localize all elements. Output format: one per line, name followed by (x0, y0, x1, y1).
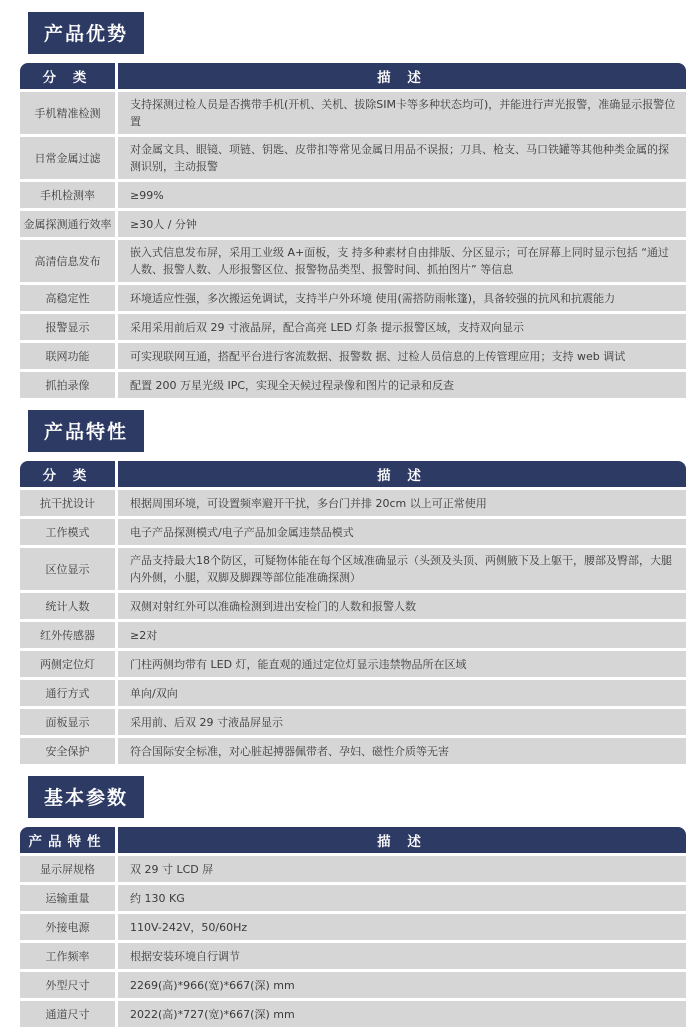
category-cell: 手机检测率 (20, 182, 115, 208)
table-header-row (20, 461, 686, 487)
column-header-category: 分 类 (20, 63, 115, 89)
category-cell: 手机精准检测 (20, 92, 115, 134)
description-cell: 对金属文具、眼镜、项链、钥匙、皮带扣等常见金属日用品不误报；刀具、枪支、马口铁罐等其他种类金属的探测识别，主动报警 (118, 137, 686, 179)
category-cell: 高稳定性 (20, 285, 115, 311)
table-row (20, 943, 686, 969)
section-basic-parameters (0, 776, 700, 1027)
table-row (20, 240, 686, 282)
category-cell: 安全保护 (20, 738, 115, 764)
section-title: 产品特性 (28, 410, 144, 452)
description-cell: 2022(高)*727(宽)*667(深) mm (118, 1001, 686, 1027)
table-row (20, 738, 686, 764)
category-cell: 区位显示 (20, 548, 115, 590)
column-header-description: 描 述 (118, 63, 686, 89)
table-body (20, 490, 686, 764)
category-cell: 通道尺寸 (20, 1001, 115, 1027)
table-row (20, 709, 686, 735)
table-row (20, 972, 686, 998)
description-cell: ≥30人 / 分钟 (118, 211, 686, 237)
description-cell: 双侧对射红外可以准确检测到进出安检门的人数和报警人数 (118, 593, 686, 619)
description-cell: 支持探测过检人员是否携带手机(开机、关机、拔除SIM卡等多种状态均可)，并能进行声光报警，准确显示报警位置 (118, 92, 686, 134)
table-row (20, 285, 686, 311)
table-row (20, 519, 686, 545)
column-header-description: 描 述 (118, 827, 686, 853)
table-row (20, 137, 686, 179)
spec-table (20, 827, 686, 1027)
table-row (20, 343, 686, 369)
description-cell: 电子产品探测模式/电子产品加金属违禁品模式 (118, 519, 686, 545)
category-cell: 两侧定位灯 (20, 651, 115, 677)
category-cell: 外接电源 (20, 914, 115, 940)
column-header-category: 产品特性 (20, 827, 115, 853)
table-row (20, 182, 686, 208)
category-cell: 工作频率 (20, 943, 115, 969)
description-cell: 110V-242V，50/60Hz (118, 914, 686, 940)
description-cell: 可实现联网互通，搭配平台进行客流数据、报警数 据、过检人员信息的上传管理应用；支持 web 调试 (118, 343, 686, 369)
description-cell: 产品支持最大18个防区，可疑物体能在每个区域准确显示（头颈及头顶、两侧腋下及上躯干，腰部及臀部，大腿内外侧，小腿，双脚及脚踝等部位能准确探测） (118, 548, 686, 590)
column-header-category: 分 类 (20, 461, 115, 487)
category-cell: 通行方式 (20, 680, 115, 706)
category-cell: 运输重量 (20, 885, 115, 911)
description-cell: 单向/双向 (118, 680, 686, 706)
description-cell: 约 130 KG (118, 885, 686, 911)
table-row (20, 1001, 686, 1027)
description-cell: 嵌入式信息发布屏，采用工业级 A+面板，支 持多种素材自由排版、分区显示；可在屏幕上同时显示包括 “通过人数、报警人数、人形报警区位、报警物品类型、报警时间、抓拍图片” 等信息 (118, 240, 686, 282)
table-header-row (20, 63, 686, 89)
description-cell: ≥99% (118, 182, 686, 208)
category-cell: 抓拍录像 (20, 372, 115, 398)
category-cell: 面板显示 (20, 709, 115, 735)
description-cell: 配置 200 万星光级 IPC，实现全天候过程录像和图片的记录和反查 (118, 372, 686, 398)
category-cell: 红外传感器 (20, 622, 115, 648)
category-cell: 工作模式 (20, 519, 115, 545)
description-cell: 根据安装环境自行调节 (118, 943, 686, 969)
table-body (20, 92, 686, 398)
description-cell: 采用前、后双 29 寸液晶屏显示 (118, 709, 686, 735)
table-row (20, 211, 686, 237)
spec-table (20, 63, 686, 398)
table-row (20, 593, 686, 619)
description-cell: 符合国际安全标准，对心脏起搏器佩带者、孕妇、磁性介质等无害 (118, 738, 686, 764)
table-row (20, 548, 686, 590)
table-row (20, 622, 686, 648)
section-product-advantages (0, 12, 700, 398)
section-product-features (0, 410, 700, 764)
table-row (20, 680, 686, 706)
description-cell: 根据周围环境，可设置频率避开干扰，多台门并排 20cm 以上可正常使用 (118, 490, 686, 516)
category-cell: 联网功能 (20, 343, 115, 369)
description-cell: 环境适应性强，多次搬运免调试，支持半户外环境 使用(需搭防雨帐篷)，具备较强的抗风和抗震能力 (118, 285, 686, 311)
spec-table (20, 461, 686, 764)
table-row (20, 651, 686, 677)
table-row (20, 490, 686, 516)
category-cell: 抗干扰设计 (20, 490, 115, 516)
category-cell: 报警显示 (20, 314, 115, 340)
table-row (20, 92, 686, 134)
table-row (20, 856, 686, 882)
category-cell: 日常金属过滤 (20, 137, 115, 179)
description-cell: 门柱两侧均带有 LED 灯，能直观的通过定位灯显示违禁物品所在区域 (118, 651, 686, 677)
column-header-description: 描 述 (118, 461, 686, 487)
section-title: 基本参数 (28, 776, 144, 818)
table-body (20, 856, 686, 1027)
category-cell: 显示屏规格 (20, 856, 115, 882)
category-cell: 统计人数 (20, 593, 115, 619)
description-cell: ≥2对 (118, 622, 686, 648)
category-cell: 金属探测通行效率 (20, 211, 115, 237)
section-title: 产品优势 (28, 12, 144, 54)
table-header-row (20, 827, 686, 853)
table-row (20, 372, 686, 398)
table-row (20, 914, 686, 940)
table-row (20, 314, 686, 340)
description-cell: 双 29 寸 LCD 屏 (118, 856, 686, 882)
description-cell: 采用采用前后双 29 寸液晶屏，配合高亮 LED 灯条 提示报警区域，支持双向显示 (118, 314, 686, 340)
category-cell: 外型尺寸 (20, 972, 115, 998)
table-row (20, 885, 686, 911)
description-cell: 2269(高)*966(宽)*667(深) mm (118, 972, 686, 998)
category-cell: 高清信息发布 (20, 240, 115, 282)
